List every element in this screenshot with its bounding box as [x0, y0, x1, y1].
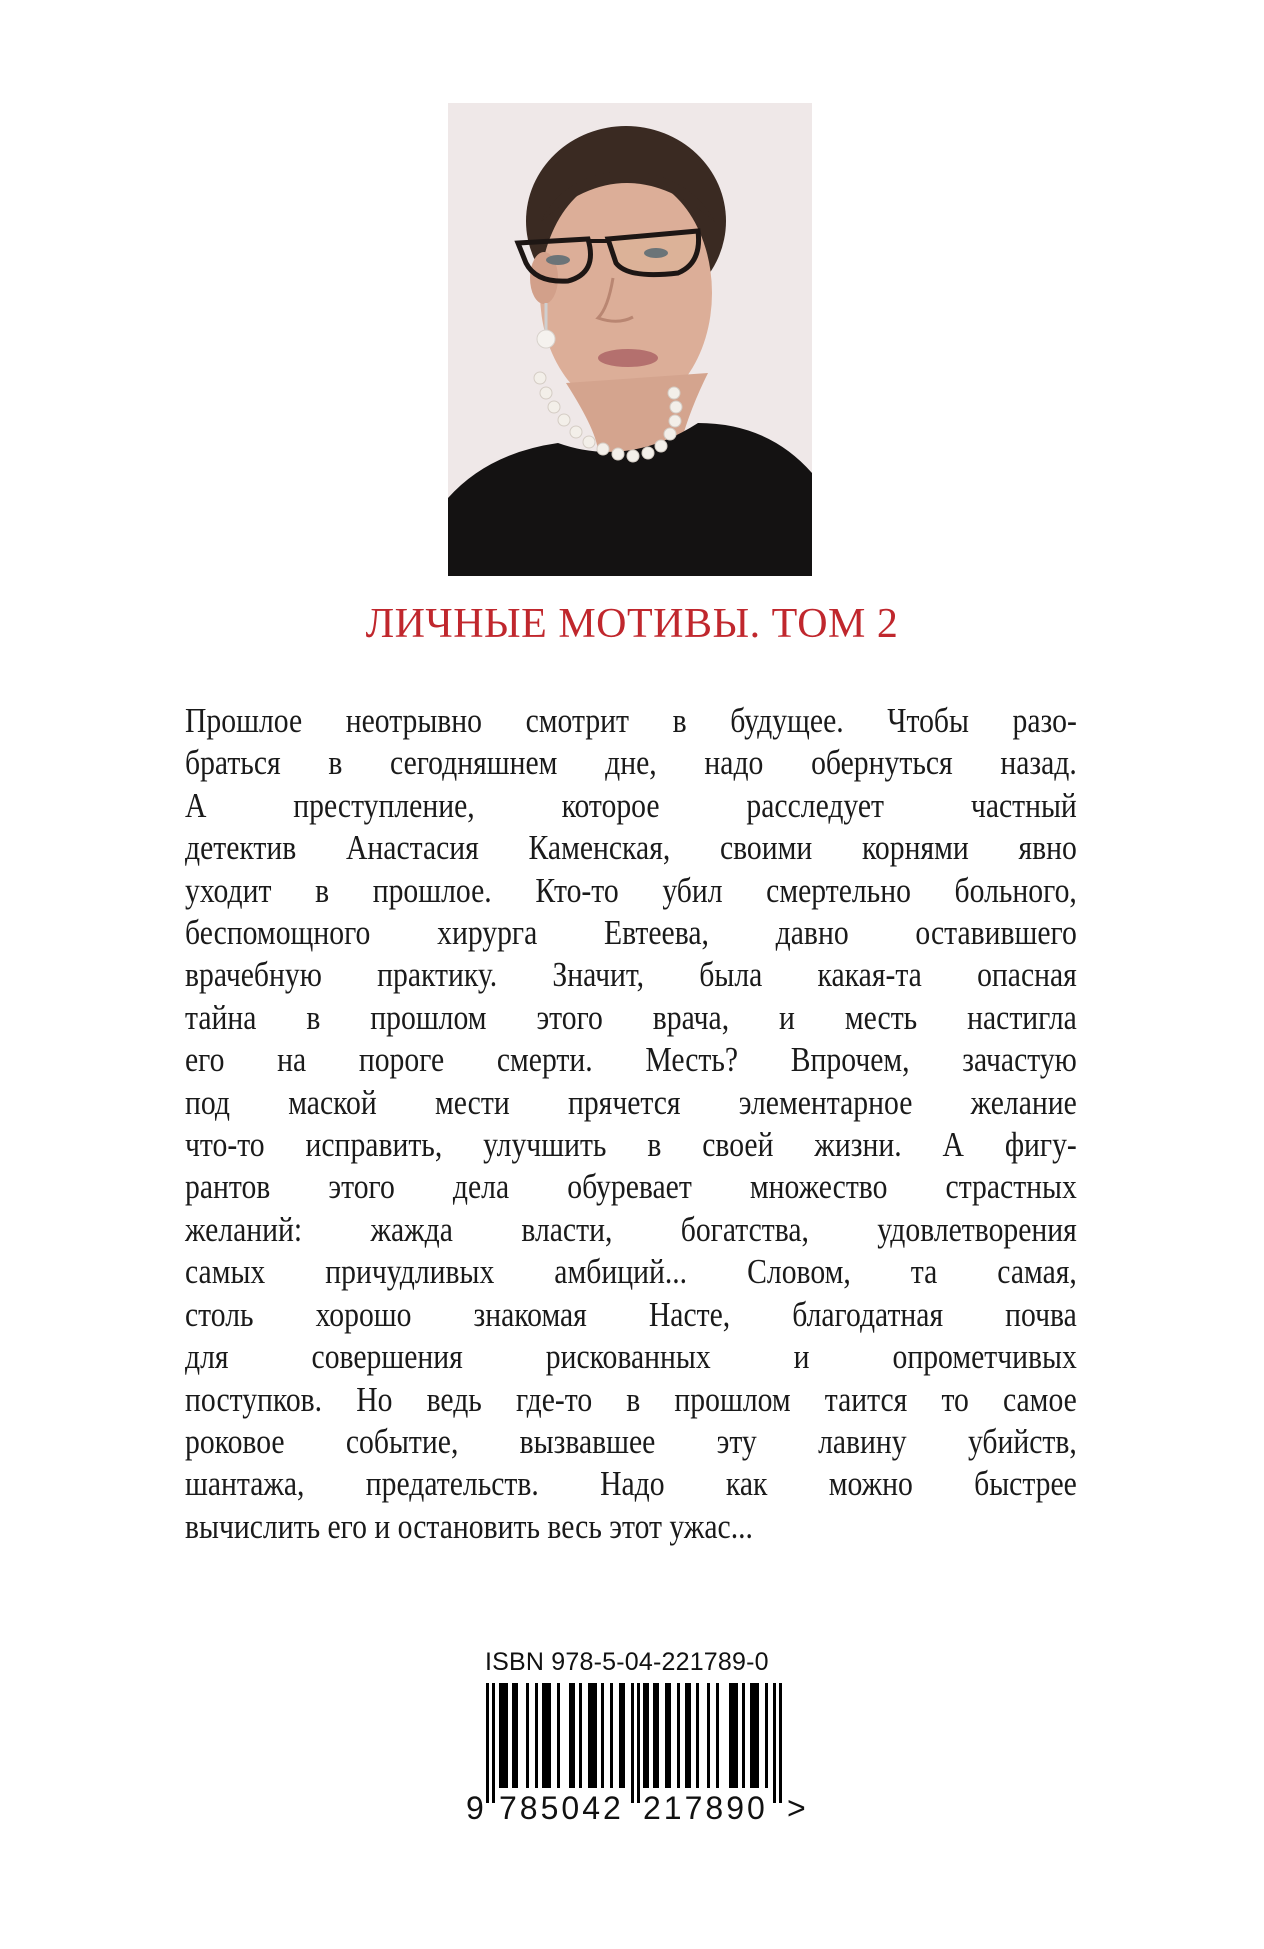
- barcode-digits-left: 785042: [499, 1790, 624, 1826]
- barcode-quiet-zone-marker: >: [787, 1790, 806, 1826]
- blurb-line: тайна в прошлом этого врача, и месть настигла: [185, 998, 1077, 1037]
- blurb-line: желаний: жажда власти, богатства, удовлетворения: [185, 1210, 1077, 1249]
- blurb-line: браться в сегодняшнем дне, надо обернуться назад.: [185, 744, 1077, 783]
- barcode-digit-first: 9: [466, 1790, 484, 1826]
- blurb-line: детектив Анастасия Каменская, своими корнями явно: [185, 829, 1077, 868]
- book-blurb: [185, 700, 1077, 1548]
- book-title: ЛИЧНЫЕ МОТИВЫ. ТОМ 2: [365, 601, 899, 647]
- blurb-line: роковое событие, вызвавшее эту лавину убийств,: [185, 1422, 1077, 1461]
- barcode-digits-right: 217890: [643, 1790, 768, 1826]
- blurb-line: его на пороге смерти. Месть? Впрочем, зачастую: [185, 1041, 1077, 1080]
- blurb-line: для совершения рискованных и опрометчивых: [185, 1338, 1077, 1377]
- blurb-line: шантажа, предательств. Надо как можно быстрее: [185, 1465, 1077, 1504]
- blurb-line: столь хорошо знакомая Насте, благодатная почва: [185, 1295, 1077, 1334]
- blurb-line: А преступление, которое расследует частный: [185, 786, 1077, 825]
- isbn-label: ISBN 978-5-04-221789-0: [485, 1648, 769, 1676]
- author-portrait-image: [448, 103, 812, 576]
- author-photo: [448, 103, 812, 576]
- blurb-line: поступков. Но ведь где-то в прошлом таится то самое: [185, 1380, 1077, 1419]
- blurb-line: рантов этого дела обуревает множество страстных: [185, 1168, 1077, 1207]
- blurb-line: вычислить его и остановить весь этот ужас...: [185, 1507, 753, 1546]
- blurb-line: уходит в прошлое. Кто-то убил смертельно больного,: [185, 871, 1077, 910]
- blurb-line: самых причудливых амбиций... Словом, та самая,: [185, 1253, 1077, 1292]
- blurb-line: беспомощного хирурга Евтеева, давно оставившего: [185, 914, 1077, 953]
- blurb-line: что-то исправить, улучшить в своей жизни. А фигу-: [185, 1126, 1077, 1165]
- blurb-line: врачебную практику. Значит, была какая-та опасная: [185, 956, 1077, 995]
- blurb-line: под маской мести прячется элементарное желание: [185, 1083, 1077, 1122]
- isbn-barcode: [466, 1648, 810, 1833]
- blurb-line: Прошлое неотрывно смотрит в будущее. Чтобы разо-: [185, 702, 1077, 740]
